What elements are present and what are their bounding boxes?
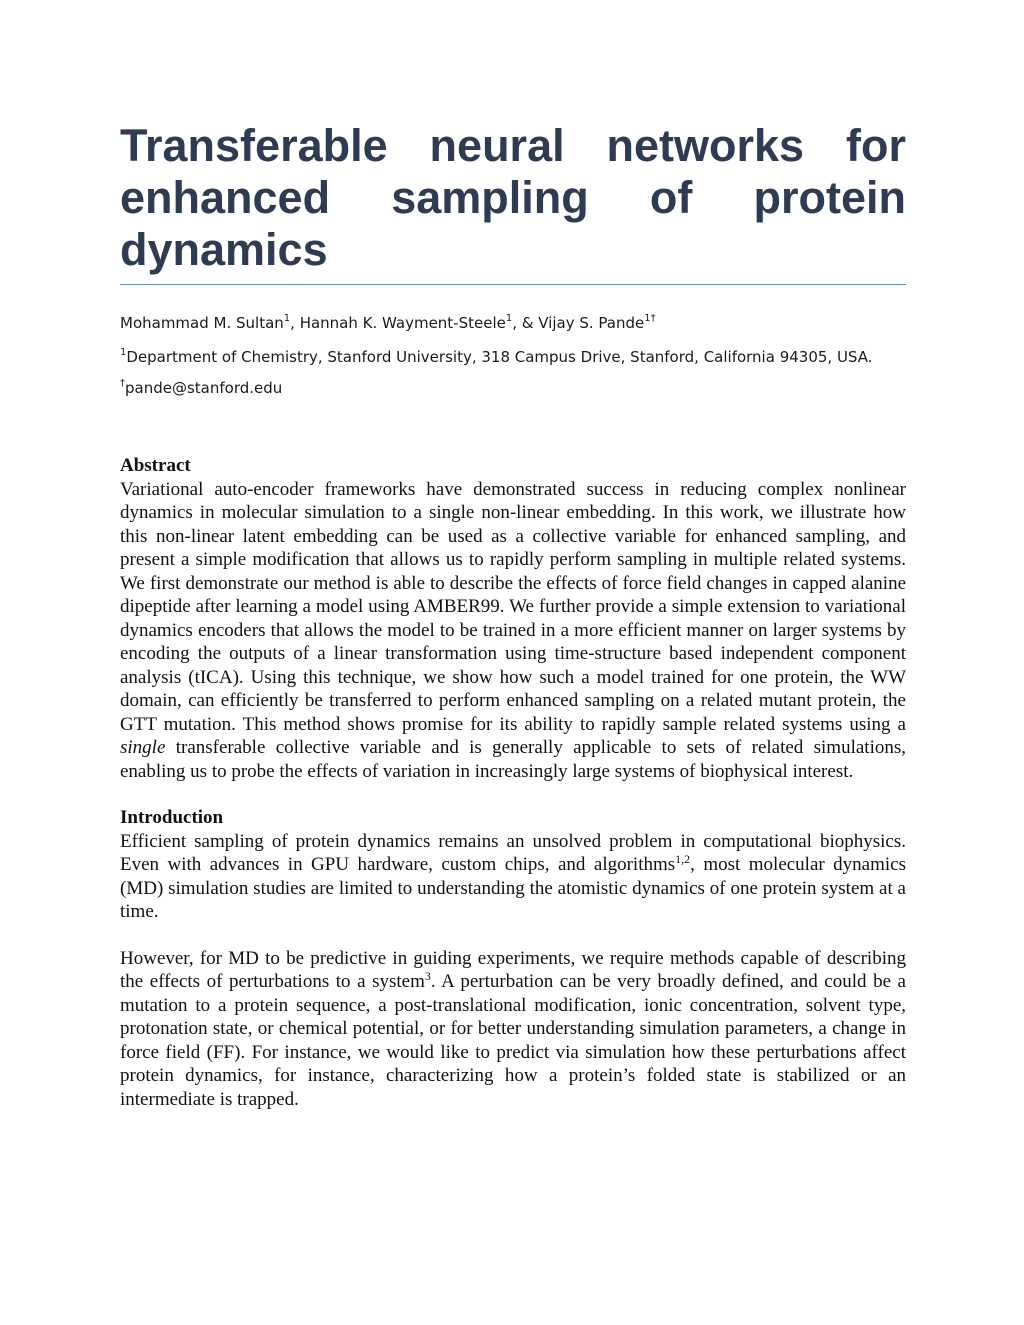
author-1: Mohammad M. Sultan: [120, 314, 284, 332]
introduction-section: [120, 806, 906, 1111]
title-line-1: Transferable neural networks for: [120, 120, 906, 171]
intro-p1-part-1: Efficient sampling of protein dynamics remains an unsolved problem in computational biophysics. Even with advances in GPU hardware, custom chips, and algorithms: [120, 830, 906, 875]
author-list: [120, 313, 906, 333]
author-3-affiliation-mark: 1†: [644, 313, 656, 324]
author-3: , & Vijay S. Pande: [512, 314, 645, 332]
abstract-italic-word: single: [120, 737, 166, 758]
introduction-heading: Introduction: [120, 807, 224, 828]
intro-p1-part-2: , most molecular dynamics (MD) simulation studies are limited to understanding the atomistic dynamics of one protein system at a time.: [120, 854, 906, 922]
email-mark: †: [120, 378, 125, 389]
intro-p1-citation: 1,2: [675, 852, 691, 866]
title-line-2: enhanced sampling of protein dynamics: [120, 172, 906, 275]
intro-p2-part-2: . A perturbation can be very broadly defined, and could be a mutation to a protein sequence, a post-translational modification, ionic concentration, solvent type, protonation state, or chemical potential, or for better understanding simulation parameters, a change in force field (FF). For instance, we would like to predict via simulation how these perturbations affect protein dynamics, for instance, characterizing how a protein’s folded state is stabilized or an intermediate is trapped.: [120, 971, 906, 1110]
abstract-text-part-2: transferable collective variable and is generally applicable to sets of related simulations, enabling us to probe the effects of variation in increasingly large systems of biophysical interest.: [120, 737, 906, 782]
abstract-text: [120, 478, 906, 784]
corresponding-email: [120, 378, 906, 398]
abstract-section: [120, 454, 906, 783]
affiliation-mark: 1: [120, 347, 127, 358]
intro-p2-part-1: However, for MD to be predictive in guiding experiments, we require methods capable of describing the effects of perturbations to a system: [120, 947, 906, 992]
introduction-paragraph-1: [120, 830, 906, 924]
title-divider: [120, 284, 906, 285]
author-2: , Hannah K. Wayment-Steele: [290, 314, 506, 332]
author-1-affiliation-mark: 1: [283, 313, 291, 324]
author-2-affiliation-mark: 1: [505, 313, 513, 324]
email-address: pande@stanford.edu: [125, 379, 283, 397]
affiliation: [120, 345, 906, 370]
paper-page: [120, 120, 906, 1111]
introduction-paragraph-2: [120, 947, 906, 1112]
intro-p2-citation: 3: [424, 969, 431, 983]
affiliation-text: Department of Chemistry, Stanford University, 318 Campus Drive, Stanford, California 94305, USA.: [126, 348, 873, 366]
paper-title: [120, 120, 906, 276]
abstract-heading: Abstract: [120, 455, 191, 476]
abstract-text-part-1: Variational auto-encoder frameworks have demonstrated success in reducing complex nonlinear dynamics in molecular simulation to a single non-linear embedding. In this work, we illustrate how this non-linear latent embedding can be used as a collective variable for enhanced sampling, and present a simple modification that allows us to rapidly perform sampling in multiple related systems. We first demonstrate our method is able to describe the effects of force field changes in capped alanine dipeptide after learning a model using AMBER99. We further provide a simple extension to variational dynamics encoders that allows the model to be trained in a more efficient manner on larger systems by encoding the outputs of a linear transformation using time-structure based independent component analysis (tICA). Using this technique, we show how such a model trained for one protein, the WW domain, can efficiently be transferred to perform enhanced sampling on a related mutant protein, the GTT mutation. This method shows promise for its ability to rapidly sample related systems using a: [120, 478, 906, 735]
